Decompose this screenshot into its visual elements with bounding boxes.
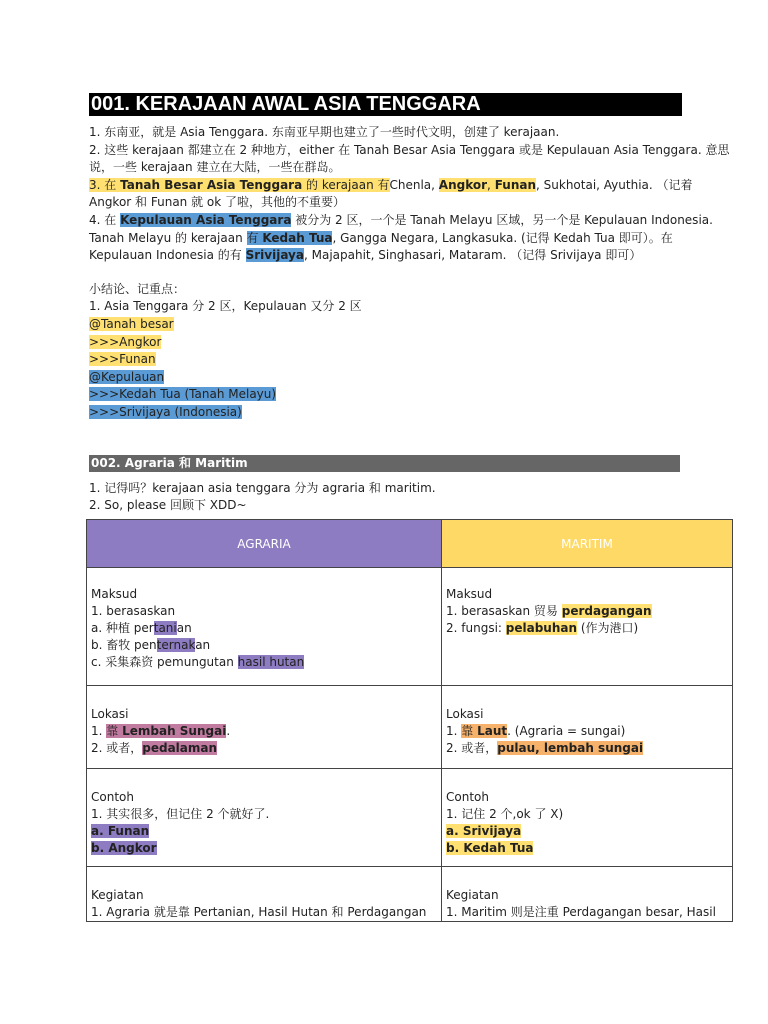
section-2-paragraph-1: 1. 记得吗？kerajaan asia tenggara 分为 agraria 和 maritim. xyxy=(89,480,436,495)
maksud-line: 1. berasaskan xyxy=(91,604,176,618)
maksud-mar-perdagangan: perdagangan xyxy=(561,604,652,618)
p4-kepulauan: Kepulauan Asia Tenggara xyxy=(120,212,292,227)
notes-line-2: @Tanah besar xyxy=(89,316,174,331)
contoh-ag-funan: a. Funan xyxy=(91,824,150,838)
document-body xyxy=(89,93,734,515)
p3-funan: Funan xyxy=(494,177,537,192)
p3-angkor: Angkor xyxy=(438,177,488,192)
contoh-title: Contoh xyxy=(91,790,134,804)
p3-prefix: 3. 在 xyxy=(89,177,121,192)
lokasi-mar-pulau: pulau, lembah sungai xyxy=(497,741,644,755)
paragraph-3 xyxy=(89,177,734,212)
paragraph-2: 2. 这些 kerajaan 都建立在 2 种地方，either 在 Tanah Besar Asia Tenggara 或是 Kepulauan Asia Tenggara. 意思说，一些 kerajaan 建立在大陆，一些在群岛。 xyxy=(89,142,730,175)
maksud-mar-2-prefix: 2. fungsi: xyxy=(446,621,506,635)
p4-srivijaya: Srivijaya xyxy=(245,248,304,263)
p3-chenla: Chenla, xyxy=(389,177,439,192)
notes-title: 小结论、记重点： xyxy=(89,281,186,296)
p4-prefix: 4. 在 xyxy=(89,212,121,227)
lokasi-mar-kao: 靠 xyxy=(461,724,478,738)
contoh-ag-line-1: 1. 其实很多，但记住 2 个就好了. xyxy=(91,807,270,821)
notes-line-7: >>>Srivijaya (Indonesia) xyxy=(89,404,242,419)
p4-middle-2: , Gangga Negara, Langkasuka. (记得 Kedah Tua 即可）。在 Kepulauan Indonesia 的有 xyxy=(89,230,673,263)
comparison-table xyxy=(86,519,733,922)
lokasi-mar-2-prefix: 2. 或者， xyxy=(446,741,498,755)
p4-you: 有 xyxy=(246,230,263,245)
table-header-row xyxy=(87,520,733,568)
table-row-lokasi xyxy=(87,686,733,769)
lokasi-ag-1-dot: . xyxy=(226,724,231,738)
kegiatan-mar-line-1: 1. Maritim 则是注重 Perdagangan besar, Hasil xyxy=(446,905,716,919)
lokasi-title: Lokasi xyxy=(91,707,129,721)
table-row-kegiatan xyxy=(87,867,733,922)
notes-line-4: >>>Funan xyxy=(89,352,156,367)
paragraph-4 xyxy=(89,212,734,265)
table-row-contoh xyxy=(87,769,733,867)
cell-lokasi-maritim xyxy=(442,686,733,769)
lokasi-ag-lembah-sungai: Lembah Sungai xyxy=(122,724,227,738)
maksud-c-hasil-hutan: hasil hutan xyxy=(237,655,305,669)
p3-comma: , xyxy=(487,177,495,192)
section-2-paragraph-2: 2. So, please 回顾下 XDD~ xyxy=(89,498,247,513)
notes-line-1: 1. Asia Tenggara 分 2 区，Kepulauan 又分 2 区 xyxy=(89,299,362,314)
lokasi-ag-2-prefix: 2. 或者， xyxy=(91,741,143,755)
cell-maksud-maritim xyxy=(442,568,733,686)
maksud-b-prefix: b. 畜牧 pen xyxy=(91,638,157,652)
cell-kegiatan-agraria xyxy=(87,867,442,922)
cell-kegiatan-maritim xyxy=(442,867,733,922)
maksud-mar-2-suffix: (作为港口) xyxy=(577,621,639,635)
cell-contoh-maritim xyxy=(442,769,733,867)
contoh-title: Contoh xyxy=(446,790,489,804)
notes-line-6: >>>Kedah Tua (Tanah Melayu) xyxy=(89,387,277,402)
summary-notes xyxy=(89,281,734,422)
p3-tanah-besar: Tanah Besar Asia Tenggara xyxy=(120,177,303,192)
p4-kedah-tua: Kedah Tua xyxy=(262,230,333,245)
contoh-ag-angkor: b. Angkor xyxy=(91,841,157,855)
maksud-title: Maksud xyxy=(446,587,493,601)
kegiatan-title: Kegiatan xyxy=(446,888,499,902)
maksud-title: Maksud xyxy=(91,587,138,601)
p4-middle: 被分为 2 区，一个是 Tanah Melayu 区域，另一个是 Kepulauan Indonesia. Tanah Melayu 的 kerajaan xyxy=(89,212,713,245)
lokasi-mar-1-note: (Agraria = sungai) xyxy=(510,724,626,738)
cell-contoh-agraria xyxy=(87,769,442,867)
notes-line-3: >>>Angkor xyxy=(89,334,162,349)
lokasi-mar-1-dot: . xyxy=(507,724,511,738)
lokasi-mar-laut: Laut xyxy=(477,724,508,738)
lokasi-mar-1-num: 1. xyxy=(446,724,462,738)
lokasi-title: Lokasi xyxy=(446,707,484,721)
maksud-a-tani: tani xyxy=(153,621,177,635)
cell-lokasi-agraria xyxy=(87,686,442,769)
contoh-mar-line-1: 1. 记住 2 个,ok 了 X) xyxy=(446,807,564,821)
table-row-maksud xyxy=(87,568,733,686)
p3-rest: , Sukhotai, Ayuthia. （记着 Angkor 和 Funan 就 ok 了啦，其他的不重要） xyxy=(89,177,693,210)
maksud-a-prefix: a. 种植 per xyxy=(91,621,154,635)
contoh-mar-srivijaya: a. Srivijaya xyxy=(446,824,522,838)
maksud-mar-pelabuhan: pelabuhan xyxy=(505,621,578,635)
maksud-c-prefix: c. 采集森资 pemungutan xyxy=(91,655,238,669)
lokasi-ag-1-num: 1. xyxy=(91,724,107,738)
p4-rest: , Majapahit, Singhasari, Mataram. （记得 Srivijaya 即可） xyxy=(303,248,642,263)
contoh-mar-kedah-tua: b. Kedah Tua xyxy=(446,841,534,855)
lokasi-ag-pedalaman: pedalaman xyxy=(142,741,218,755)
section-2-heading: 002. Agraria 和 Maritim xyxy=(89,455,680,472)
header-maritim: MARITIM xyxy=(442,520,733,568)
notes-line-5: @Kepulauan xyxy=(89,369,165,384)
section-1-heading: 001. KERAJAAN AWAL ASIA TENGGARA xyxy=(89,93,682,116)
maksud-b-ternak: ternak xyxy=(156,638,196,652)
paragraph-1: 1. 东南亚，就是 Asia Tenggara. 东南亚早期也建立了一些时代文明，创建了 kerajaan. xyxy=(89,125,560,139)
maksud-b-suffix: an xyxy=(195,638,211,652)
kegiatan-title: Kegiatan xyxy=(91,888,144,902)
p3-middle: 的 kerajaan 有 xyxy=(302,177,390,192)
kegiatan-ag-line-1: 1. Agraria 就是靠 Pertanian, Hasil Hutan 和 Perdagangan xyxy=(91,905,427,919)
lokasi-ag-kao: 靠 xyxy=(106,724,123,738)
header-agraria: AGRARIA xyxy=(87,520,442,568)
cell-maksud-agraria xyxy=(87,568,442,686)
maksud-mar-1-prefix: 1. berasaskan 贸易 xyxy=(446,604,562,618)
maksud-a-suffix: an xyxy=(176,621,192,635)
